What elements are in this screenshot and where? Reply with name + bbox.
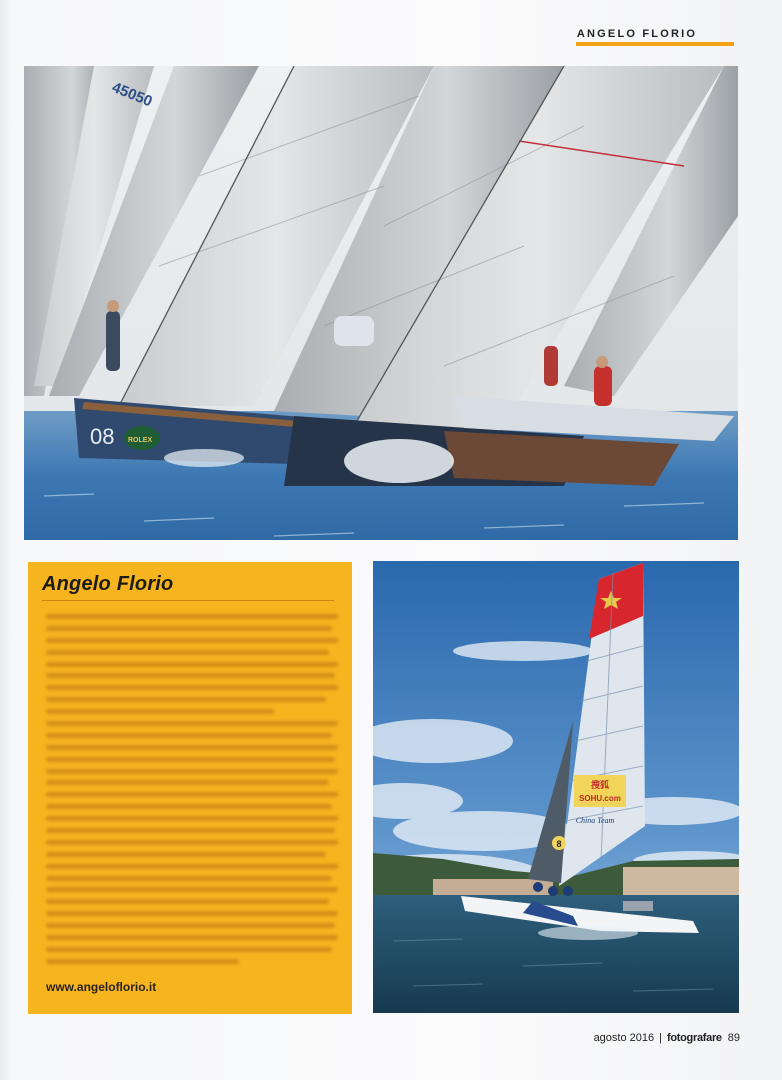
running-head: ANGELO FLORIO xyxy=(576,28,698,40)
bow-number: 08 xyxy=(90,424,115,449)
issue-date: agosto 2016 xyxy=(593,1032,655,1044)
running-head-rule xyxy=(576,42,734,46)
bio-body-blurred xyxy=(46,614,338,970)
sail-number: 45050 xyxy=(109,78,155,111)
sail-logo-sohu: SOHU.com xyxy=(579,794,621,803)
page-number: 89 xyxy=(727,1032,740,1044)
footer-separator: | xyxy=(659,1032,662,1044)
sail-logo-team: China Team xyxy=(575,816,615,825)
title-rule xyxy=(42,600,334,601)
bio-box xyxy=(28,562,352,1014)
sponsor-badge: ROLEX xyxy=(128,437,153,444)
hull-number: 8 xyxy=(556,839,562,849)
magazine-name: fotografare xyxy=(666,1032,722,1044)
page-footer xyxy=(594,1032,740,1044)
regatta-photo xyxy=(24,66,738,540)
catamaran-photo xyxy=(373,561,739,1013)
website-link[interactable]: www.angeloflorio.it xyxy=(46,980,157,994)
bio-title: Angelo Florio xyxy=(42,573,174,595)
sail-logo-cn: 搜狐 xyxy=(590,781,610,791)
